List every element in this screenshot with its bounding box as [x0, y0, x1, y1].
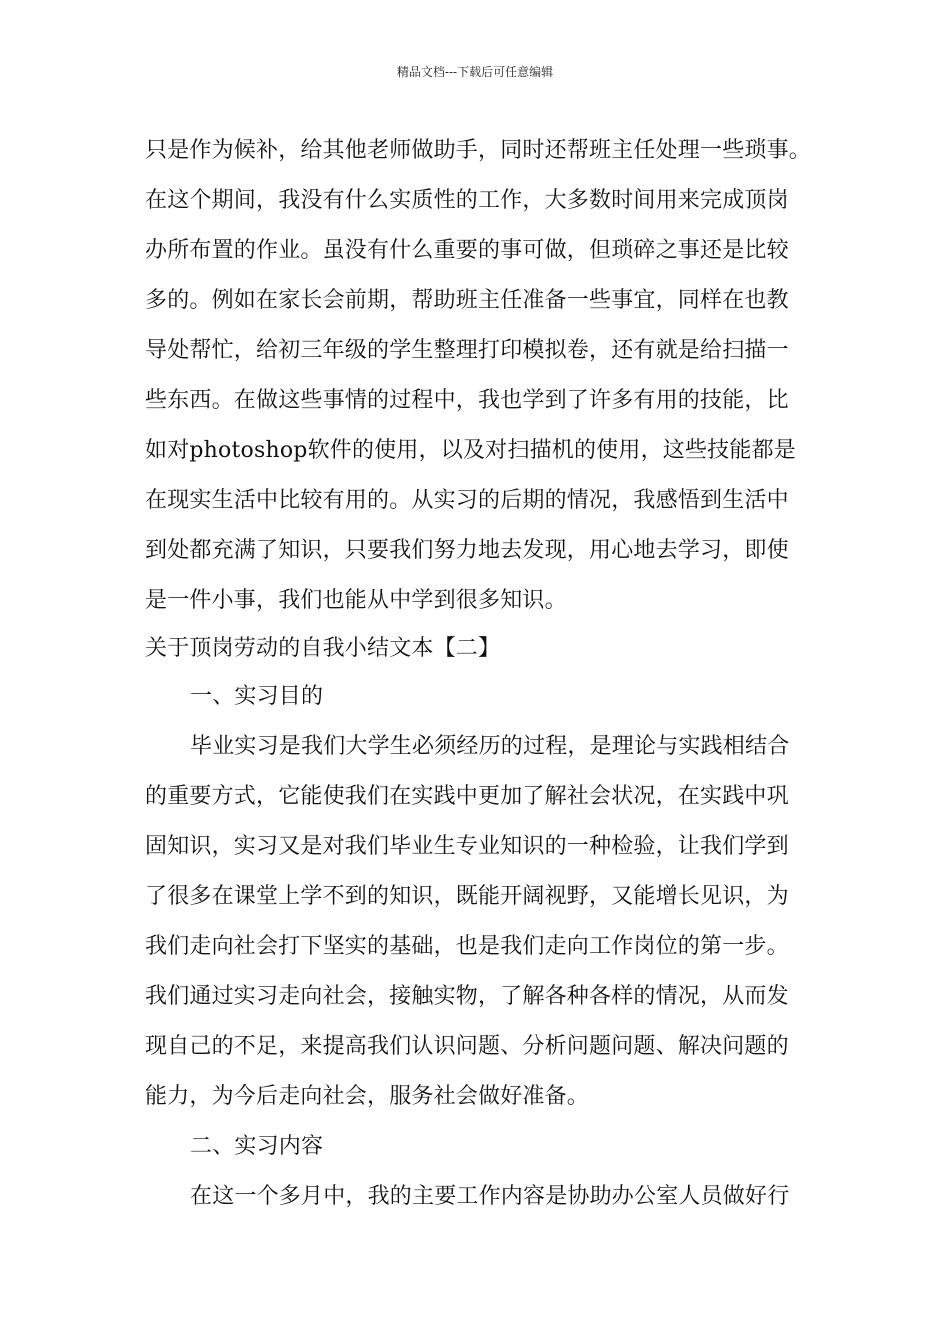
document-body [145, 126, 815, 1222]
text-line: 在这一个多月中，我的主要工作内容是协助办公室人员做好行 [190, 1184, 790, 1209]
text-line: 能力，为今后走向社会，服务社会做好准备。 [145, 1084, 590, 1109]
text-line: 的重要方式，它能使我们在实践中更加了解社会状况，在实践中巩 [145, 784, 789, 809]
text-line: 在这个期间，我没有什么实质性的工作，大多数时间用来完成顶岗 [145, 188, 789, 213]
page-header: 精品文档---下载后可任意编辑 [396, 65, 554, 79]
text-line: 导处帮忙，给初三年级的学生整理打印模拟卷，还有就是给扫描一 [145, 338, 789, 363]
paragraph-3 [145, 1172, 815, 1222]
text-line: 毕业实习是我们大学生必须经历的过程，是理论与实践相结合 [190, 734, 790, 759]
text-line: 是一件小事，我们也能从中学到很多知识。 [145, 588, 567, 613]
text-line: 些东西。在做这些事情的过程中，我也学到了许多有用的技能，比 [145, 388, 789, 413]
text-line: 我们走向社会打下坚实的基础，也是我们走向工作岗位的第一步。 [145, 934, 789, 959]
text-line: 办所布置的作业。虽没有什么重要的事可做，但琐碎之事还是比较 [145, 238, 789, 263]
text-line: 如对photoshop软件的使用，以及对扫描机的使用，这些技能都是 [145, 438, 796, 463]
heading-internship-purpose: 一、实习目的 [190, 684, 324, 709]
text-line: 现自己的不足，来提高我们认识问题、分析问题问题、解决问题的 [145, 1034, 789, 1059]
paragraph-2 [145, 722, 815, 1122]
text-line: 在现实生活中比较有用的。从实习的后期的情况，我感悟到生活中 [145, 488, 789, 513]
text-line: 到处都充满了知识，只要我们努力地去发现，用心地去学习，即使 [145, 538, 789, 563]
text-line: 只是作为候补，给其他老师做助手，同时还帮班主任处理一些琐事。 [145, 138, 812, 163]
text-line: 我们通过实习走向社会，接触实物，了解各种各样的情况，从而发 [145, 984, 789, 1009]
heading-internship-content: 二、实习内容 [190, 1134, 324, 1159]
text-line: 固知识，实习又是对我们毕业生专业知识的一种检验，让我们学到 [145, 834, 789, 859]
paragraph-1 [145, 126, 815, 626]
text-line: 多的。例如在家长会前期，帮助班主任准备一些事宜，同样在也教 [145, 288, 789, 313]
text-line: 了很多在课堂上学不到的知识，既能开阔视野，又能增长见识，为 [145, 884, 789, 909]
section-title: 关于顶岗劳动的自我小结文本【二】 [145, 636, 501, 661]
